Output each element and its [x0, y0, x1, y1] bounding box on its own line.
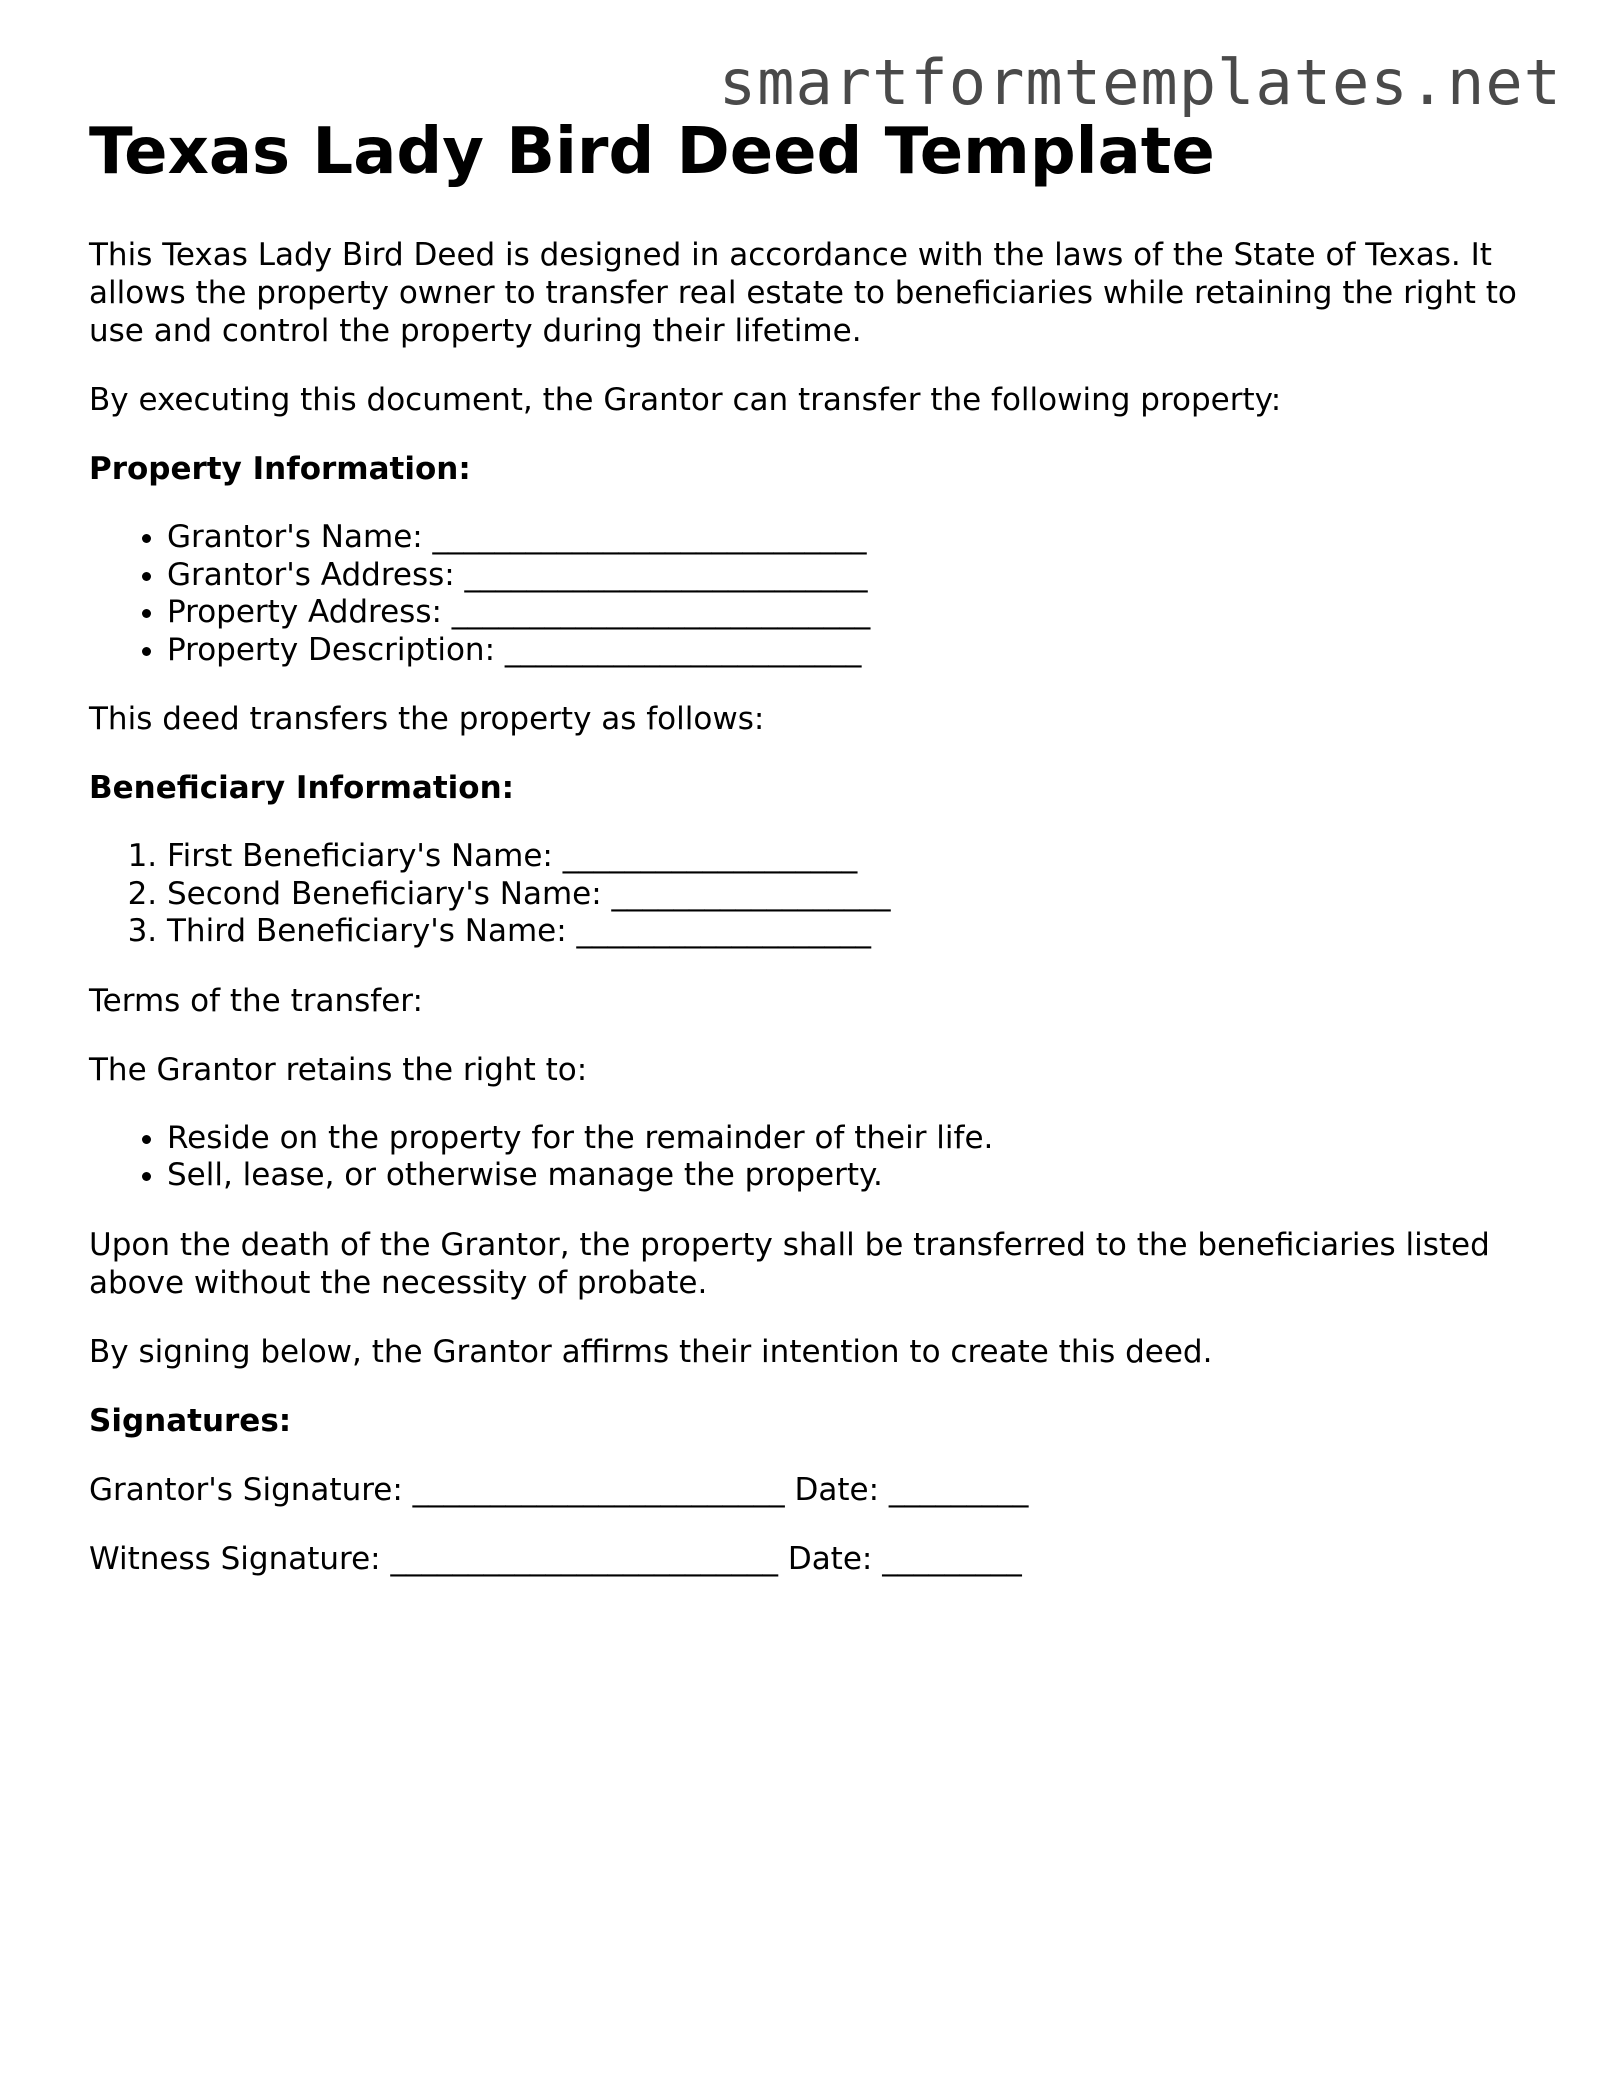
- grantor-rights-list: [89, 1120, 1529, 1195]
- list-item-second-beneficiary: 2. Second Beneficiary's Name: __________________: [167, 876, 1529, 914]
- witness-signature-line: Witness Signature: _________________________ Date: _________: [89, 1540, 1022, 1577]
- property-information-list: [89, 519, 1529, 669]
- death-clause-paragraph: Upon the death of the Grantor, the property shall be transferred to the beneficiaries listed above without the necessity of probate.: [89, 1226, 1490, 1301]
- signatures-heading: Signatures:: [89, 1402, 292, 1439]
- page-title: Texas Lady Bird Deed Template: [89, 115, 1215, 189]
- property-information-heading: Property Information:: [89, 451, 471, 487]
- list-item-third-beneficiary: 3. Third Beneficiary's Name: ___________________: [167, 913, 1529, 951]
- executing-paragraph: By executing this document, the Grantor can transfer the following property:: [89, 382, 1282, 418]
- beneficiary-information-heading: Beneficiary Information:: [89, 770, 515, 806]
- retains-intro-paragraph: The Grantor retains the right to:: [89, 1051, 588, 1088]
- transfer-intro-paragraph: This deed transfers the property as follows:: [89, 701, 765, 737]
- grantor-signature-line: Grantor's Signature: ________________________ Date: _________: [89, 1471, 1029, 1508]
- list-item-right-reside: • Reside on the property for the remainder of their life.: [167, 1120, 1529, 1158]
- list-item-grantor-name: • Grantor's Name: ____________________________: [167, 519, 1529, 557]
- affirm-paragraph: By signing below, the Grantor affirms their intention to create this deed.: [89, 1333, 1213, 1370]
- beneficiary-information-list: [89, 838, 1529, 951]
- list-item-grantor-address: • Grantor's Address: __________________________: [167, 557, 1529, 595]
- intro-paragraph: This Texas Lady Bird Deed is designed in accordance with the laws of the State of Texas. It allows the property owner to transfer real estate to beneficiaries while retaining the right to use and control the property during their lifetime.: [89, 237, 1517, 349]
- document-body: [89, 112, 1529, 1609]
- terms-heading: Terms of the transfer:: [89, 982, 423, 1019]
- watermark: smartformtemplates.net: [718, 46, 1562, 119]
- list-item-right-manage: • Sell, lease, or otherwise manage the property.: [167, 1157, 1529, 1195]
- list-item-first-beneficiary: 1. First Beneficiary's Name: ___________________: [167, 838, 1529, 876]
- list-item-property-description: • Property Description: _______________________: [167, 632, 1529, 670]
- list-item-property-address: • Property Address: ___________________________: [167, 594, 1529, 632]
